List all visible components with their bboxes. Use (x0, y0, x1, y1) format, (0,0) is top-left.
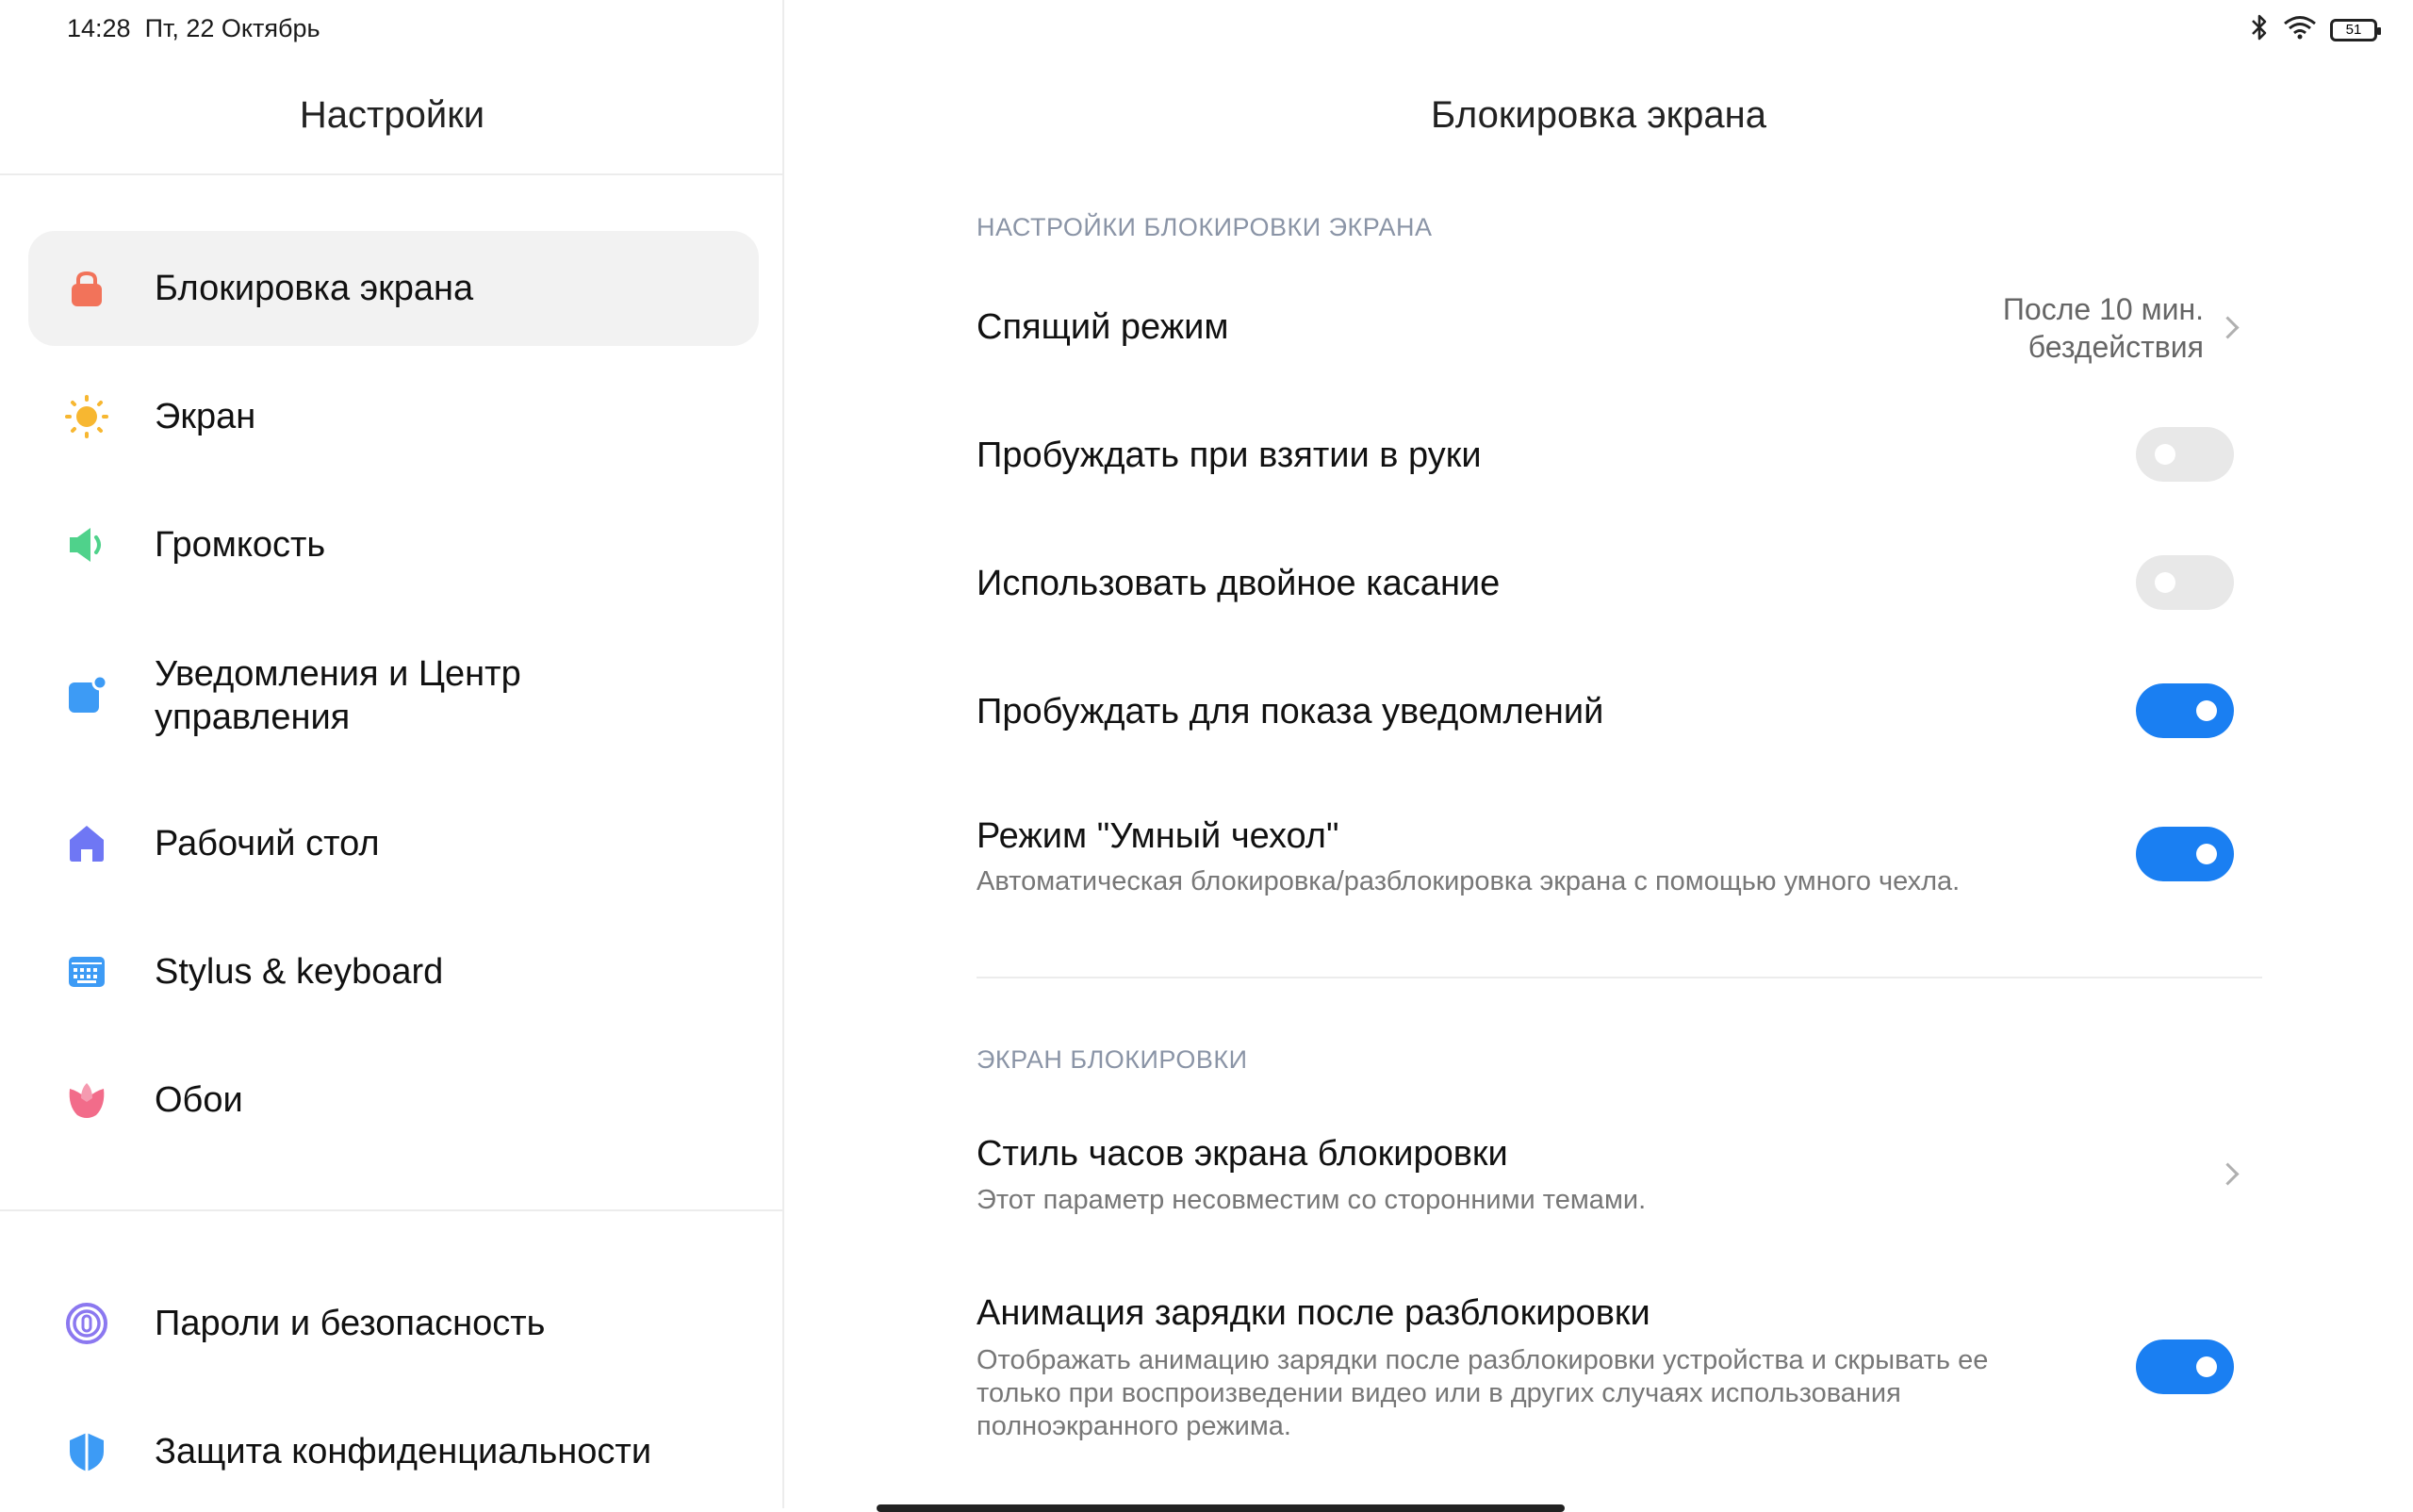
toggle-smart-cover[interactable] (2136, 827, 2234, 881)
chevron-right-icon (2216, 316, 2239, 338)
toggle-knob (2196, 1356, 2217, 1377)
setting-title-charging-animation: Анимация зарядки после разблокировки (977, 1293, 1650, 1333)
tulip-icon (64, 1077, 109, 1123)
battery-level: 51 (2345, 22, 2362, 38)
sidebar-item-wallpaper[interactable] (28, 1043, 759, 1158)
sidebar-item-label: Stylus & keyboard (155, 952, 444, 992)
setting-title-smart-cover: Режим "Умный чехол" (977, 816, 1339, 856)
toggle-knob (2155, 444, 2175, 465)
toggle-wake-pickup[interactable] (2136, 427, 2234, 482)
home-icon (64, 821, 109, 866)
sidebar-item-lock-screen[interactable] (28, 231, 759, 346)
page-title: Блокировка экрана (1431, 94, 1766, 136)
sidebar-item-label: Громкость (155, 525, 326, 565)
sidebar-item-stylus-keyboard[interactable] (28, 914, 759, 1029)
setting-subtitle-smart-cover: Автоматическая блокировка/разблокировка экрана с помощью умного чехла. (977, 866, 1961, 896)
sidebar-item-notifications[interactable] (28, 637, 759, 754)
setting-title-wake-notifications: Пробуждать для показа уведомлений (977, 692, 1604, 731)
fingerprint-icon (64, 1301, 109, 1346)
toggle-knob (2196, 844, 2217, 864)
sidebar-item-label: Рабочий стол (155, 824, 380, 863)
sidebar-item-label: Защита конфиденциальности (155, 1432, 652, 1471)
setting-value (2003, 290, 2204, 366)
section-header-lock-settings: НАСТРОЙКИ БЛОКИРОВКИ ЭКРАНА (977, 213, 1433, 241)
toggle-wake-notifications[interactable] (2136, 683, 2234, 738)
sidebar-item-volume[interactable] (28, 487, 759, 602)
setting-subtitle: Этот параметр несовместим со сторонними темами. (977, 1185, 1647, 1215)
gesture-home-bar[interactable] (877, 1504, 1565, 1512)
setting-subtitle-charging-animation: Отображать анимацию зарядки после разблокировки устройства и скрывать ее только при воспроизведении видео или в других случаях использования полноэкранного режима. (977, 1345, 1989, 1441)
toggle-double-tap[interactable] (2136, 555, 2234, 610)
setting-value-line2: бездействия (2027, 330, 2204, 364)
sun-icon (64, 394, 109, 439)
sidebar-section-divider (0, 1209, 784, 1211)
sidebar-item-display[interactable] (28, 359, 759, 474)
settings-sidebar (0, 0, 784, 1508)
sidebar-item-label: Экран (155, 397, 256, 436)
section-divider (977, 977, 2262, 978)
toggle-knob (2155, 572, 2175, 593)
section-header-lock-screen: ЭКРАН БЛОКИРОВКИ (977, 1045, 1248, 1074)
notification-icon (64, 673, 109, 718)
sidebar-item-label: Обои (155, 1080, 243, 1120)
sidebar-item-label: Пароли и безопасность (155, 1304, 546, 1343)
setting-title-double-tap: Использовать двойное касание (977, 564, 1501, 603)
sidebar-item-desktop[interactable] (28, 786, 759, 901)
sidebar-item-label: Уведомления и Центр управления (155, 654, 521, 737)
setting-value-line1: После 10 мин. (2002, 292, 2204, 326)
keyboard-icon (64, 949, 109, 994)
toggle-knob (2196, 700, 2217, 721)
status-time-date: 14:28 Пт, 22 Октябрь (67, 14, 320, 42)
sidebar-item-passwords-security[interactable] (28, 1266, 759, 1381)
sidebar-header-divider (0, 173, 784, 175)
toggle-charging-animation[interactable] (2136, 1339, 2234, 1394)
lock-screen-settings-pane (784, 0, 2413, 1508)
setting-title: Стиль часов экрана блокировки (977, 1134, 1508, 1174)
lock-icon (64, 266, 109, 311)
sidebar-item-privacy[interactable] (28, 1394, 759, 1509)
setting-title-wake-pickup: Пробуждать при взятии в руки (977, 436, 1482, 475)
chevron-right-icon (2216, 1162, 2239, 1185)
sidebar-item-label: Блокировка экрана (155, 269, 474, 308)
speaker-icon (64, 522, 109, 567)
shield-icon (64, 1429, 109, 1474)
sidebar-title: Настройки (299, 94, 485, 136)
setting-title: Спящий режим (977, 307, 1229, 347)
